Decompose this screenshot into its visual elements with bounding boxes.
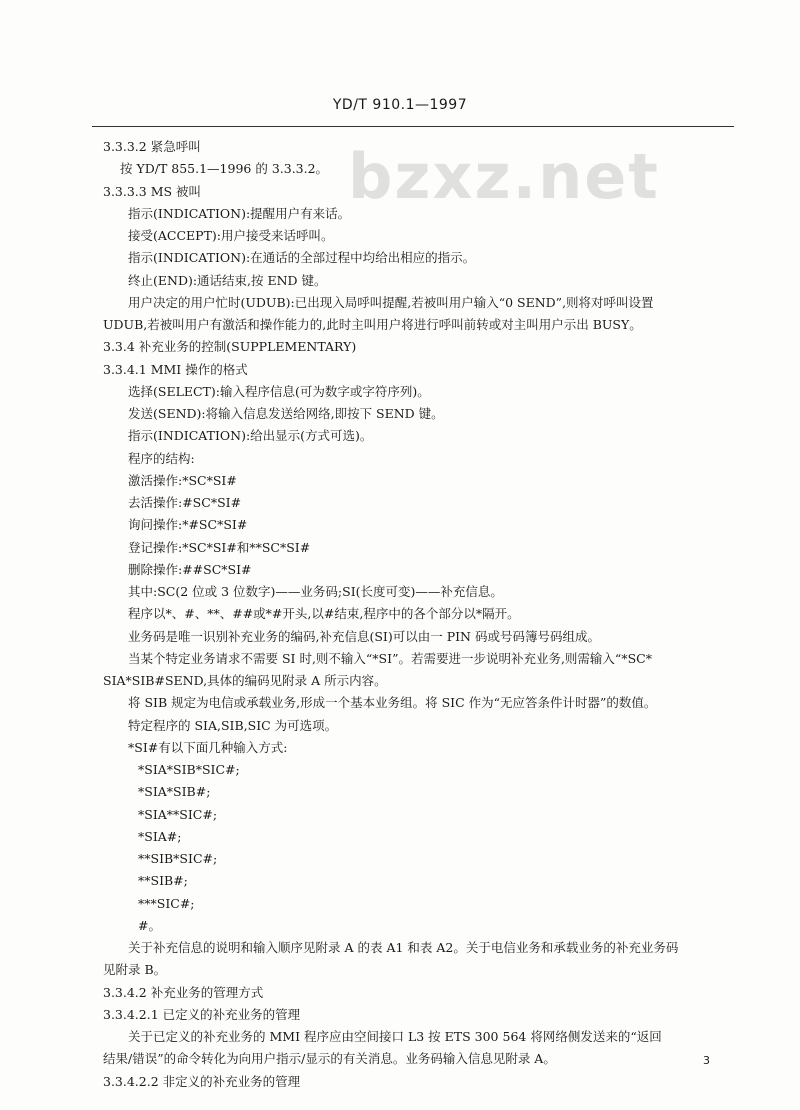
page-number: 3 xyxy=(703,1054,710,1067)
text-line: 登记操作:*SC*SI#和**SC*SI# xyxy=(128,539,311,555)
text-line: UDUB,若被叫用户有激活和操作能力的,此时主叫用户将进行呼叫前转或对主叫用户示出 BUSY。 xyxy=(103,317,642,332)
text-line: *SI#有以下面几种输入方式: xyxy=(128,739,288,755)
text-line: 特定程序的 SIA,SIB,SIC 为可选项。 xyxy=(128,717,338,733)
text-line: 将 SIB 规定为电信或承载业务,形成一个基本业务组。将 SIC 作为“无应答条件计时器”的数值。 xyxy=(128,695,657,711)
text-line: 指示(INDICATION):给出显示(方式可选)。 xyxy=(128,428,373,444)
text-line: 其中:SC(2 位或 3 位数字)——业务码;SI(长度可变)——补充信息。 xyxy=(128,584,503,599)
standard-code-header: YD/T 910.1—1997 xyxy=(332,97,468,113)
text-line: 终止(END):通话结束,按 END 键。 xyxy=(128,272,327,288)
text-line: *SIA#; xyxy=(138,828,182,844)
text-line: 业务码是唯一识别补充业务的编码,补充信息(SI)可以由一 PIN 码或号码簿号码组成。 xyxy=(128,628,600,644)
text-line: 发送(SEND):将输入信息发送给网络,即按下 SEND 键。 xyxy=(128,406,444,421)
text-line: ***SIC#; xyxy=(138,895,195,911)
text-line: 删除操作:##SC*SI# xyxy=(128,561,252,577)
text-line: 选择(SELECT):输入程序信息(可为数字或字符序列)。 xyxy=(128,383,430,399)
text-line: 询问操作:*#SC*SI# xyxy=(128,517,248,533)
text-line: 见附录 B。 xyxy=(103,962,167,978)
text-line: *SIA**SIC#; xyxy=(138,806,218,822)
text-line: 当某个特定业务请求不需要 SI 时,则不输入“*SI”。若需要进一步说明补充业务,则需输入“*SC* xyxy=(128,650,652,666)
text-line: #。 xyxy=(138,917,161,933)
text-line: SIA*SIB#SEND,具体的编码见附录 A 所示内容。 xyxy=(103,673,387,688)
text-line: *SIA*SIB#; xyxy=(138,784,211,800)
text-line: 指示(INDICATION):在通话的全部过程中均给出相应的指示。 xyxy=(128,250,476,266)
text-line: 接受(ACCEPT):用户接受来话呼叫。 xyxy=(128,228,334,243)
text-line: 激活操作:*SC*SI# xyxy=(128,472,237,488)
text-line: 用户决定的用户忙时(UDUB):已出现入局呼叫提醒,若被叫用户输入“0 SEND”,则将对呼叫设置 xyxy=(128,294,654,310)
text-line: 程序的结构: xyxy=(128,450,195,466)
text-line: **SIB#; xyxy=(138,873,188,889)
watermark-text: bzxz.net xyxy=(348,140,660,213)
header-rule xyxy=(92,126,734,127)
text-line: 3.3.4 补充业务的控制(SUPPLEMENTARY) xyxy=(103,339,357,355)
text-line: 3.3.4.2.1 已定义的补充业务的管理 xyxy=(103,1006,301,1022)
text-line: **SIB*SIC#; xyxy=(138,851,218,866)
text-line: 关于补充信息的说明和输入顺序见附录 A 的表 A1 和表 A2。关于电信业务和承载业务的补充业务码 xyxy=(128,940,679,955)
text-line: 3.3.3.3 MS 被叫 xyxy=(103,183,202,199)
text-line: 程序以*、#、**、##或*#开头,以#结束,程序中的各个部分以*隔开。 xyxy=(128,606,520,622)
text-line: 3.3.4.2.2 非定义的补充业务的管理 xyxy=(103,1073,301,1089)
text-line: 3.3.4.2 补充业务的管理方式 xyxy=(103,984,264,1000)
text-line: 按 YD/T 855.1—1996 的 3.3.3.2。 xyxy=(120,161,329,177)
text-line: 去活操作:#SC*SI# xyxy=(128,495,242,510)
text-line: 3.3.3.2 紧急呼叫 xyxy=(103,139,201,154)
text-line: 3.3.4.1 MMI 操作的格式 xyxy=(103,361,248,377)
text-line: 结果/错误”的命令转化为向用户指示/显示的有关消息。业务码输入信息见附录 A。 xyxy=(103,1051,556,1067)
text-line: 关于已定义的补充业务的 MMI 程序应由空间接口 L3 按 ETS 300 564 将网络侧发送来的“返回 xyxy=(128,1029,662,1044)
text-line: *SIA*SIB*SIC#; xyxy=(138,762,240,777)
text-line: 指示(INDICATION):提醒用户有来话。 xyxy=(128,205,351,221)
